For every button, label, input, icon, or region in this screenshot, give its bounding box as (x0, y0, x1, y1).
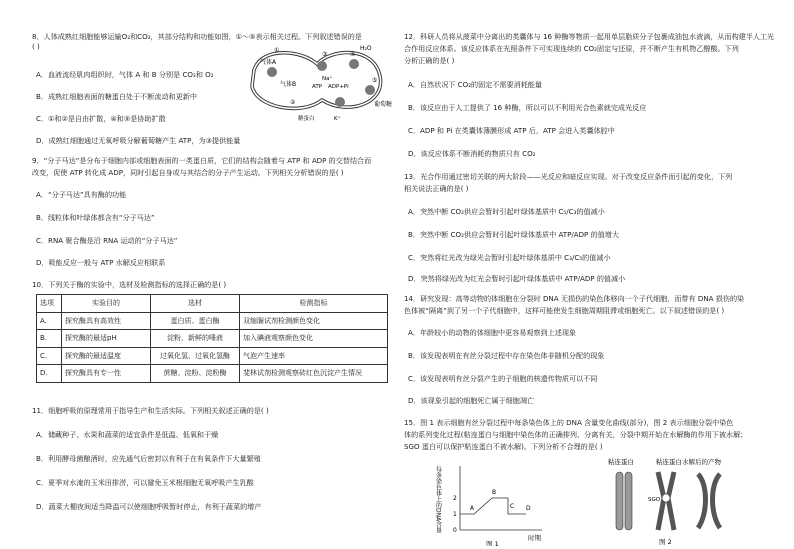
q9-option-c: C．RNA 聚合酶是沿 RNA 运动的“分子马达” (36, 236, 178, 245)
table-row (37, 330, 388, 348)
table-cell: 加入碘液观察颜色变化 (240, 330, 388, 348)
q12-option-c: C．ADP 和 Pi 在类囊体薄膜形成 ATP 后，ATP 会进入类囊体腔中 (408, 126, 615, 135)
q13-option-d: D．突然将绿光改为红光会暂时引起叶绿体基质中 ATP/ADP 的值减小 (408, 274, 626, 283)
fig1-caption: 图 1 (486, 540, 499, 546)
atp-label: ATP (312, 84, 323, 90)
fig2-sgo-label: SGO (648, 497, 661, 503)
q11-option-d: D．蔬菜大棚夜间适当降温可以使细胞呼吸暂时停止，有利于蔬菜的增产 (36, 502, 262, 511)
q12-stem-line2: 合作用反应体系。该反应体系在光照条件下可实现连续的 CO₂固定与还原，并不断产生有机物乙醇酸。下列 (404, 44, 739, 53)
table-header: 选材 (151, 295, 240, 313)
channel-1 (267, 67, 277, 77)
q8-option-d: D．成熟红细胞通过无氧呼吸分解葡萄糖产生 ATP，为③提供能量 (36, 136, 241, 145)
figure-1 (430, 458, 560, 546)
table-cell: 探究酶具有高效性 (62, 312, 151, 330)
q13-option-c: C．突然将红光改为绿光会暂时引起叶绿体基质中 C₃/C₅的值减小 (408, 253, 611, 262)
channel-3 (349, 59, 359, 69)
q12-option-b: B．该反应由于人工提供了 16 种酶，所以可以不利用光合色素就完成光反应 (408, 103, 647, 112)
fig1-point-b: B (492, 489, 497, 496)
glucose-label: 葡萄糖 (374, 101, 392, 108)
table-cell: 探究酶具有专一性 (62, 365, 151, 383)
na-label: Na⁺ (322, 76, 333, 82)
channel-4 (335, 97, 345, 107)
q14-option-a: A．年龄较小的动物的体细胞中更容易观察到上述现象 (408, 328, 577, 337)
q9-option-a: A．“分子马达”具有酶的功能 (36, 190, 127, 199)
fig2-chromatid (698, 474, 706, 528)
q13-stem-line2: 相关说法正确的是( ) (404, 184, 469, 193)
k-label: K⁺ (334, 116, 341, 122)
gas-b-label: 气体B (280, 81, 297, 88)
q11-option-b: B．利用酵母菌酿酒时，应先通气后密封以有利于在有氧条件下大量繁殖 (36, 454, 261, 463)
q10-table (36, 294, 388, 383)
table-header: 检测指标 (240, 295, 388, 313)
q8-stem-line2: ( ) (32, 42, 40, 51)
q14-option-b: B．该发现表明在有丝分裂过程中存在染色体非随机分配的现象 (408, 351, 605, 360)
q15-stem-line1: 15．图 1 表示细胞有丝分裂过程中每条染色体上的 DNA 含量变化曲线(部分)，图 2 表示细胞分裂中染色 (404, 418, 734, 427)
q8-option-b: B．成熟红细胞表面的糖蛋白处于不断流动和更新中 (36, 92, 197, 101)
fig2-chromatid (625, 472, 632, 530)
rbc-figure (242, 36, 392, 124)
table-cell: 探究酶的最适温度 (62, 347, 151, 365)
glycoprotein-label: 糖蛋白 (298, 116, 315, 122)
q15-stem-line3: SGO 蛋白可以保护粘连蛋白不被水解)。下列分析不合理的是( ) (404, 442, 603, 451)
q9-stem-line2: 改变，促使 ATP 转化成 ADP，同时引起自身或与其结合的分子产生运动。下列相关分析错误的是( ) (32, 168, 344, 177)
table-row (37, 347, 388, 365)
q15-stem-line2: 体的系列变化过程(粘连蛋白与细胞中染色体的正确排列、分离有关，分裂中期开始在水解酶的作用下被水解； (404, 430, 748, 439)
fig1-point-c: C (510, 503, 515, 510)
table-cell: 斐林试剂检测观察砖红色沉淀产生情况 (240, 365, 388, 383)
q14-option-c: C．该发现表明有丝分裂产生的子细胞的核遗传物质可以不同 (408, 374, 598, 383)
fig2-caption: 图 2 (659, 538, 672, 546)
q11-option-a: A．储藏种子、水果和蔬菜的适宜条件是低温、低氧和干燥 (36, 430, 219, 439)
table-cell: B. (37, 330, 62, 348)
q14-stem-line1: 14．研究发现：高等动物的体细胞在分裂时 DNA 无损伤的染色体移向一个子代细胞，而带有 DNA 损伤的染 (404, 294, 745, 303)
q13-option-a: A．突然中断 CO₂供应会暂时引起叶绿体基质中 C₅/C₃的值减小 (408, 207, 605, 216)
table-header: 选项 (37, 295, 62, 313)
q8-stem-line1: 8．人体成熟红细胞能够运输O₂和CO₂，其部分结构和功能如图，①～⑤表示相关过程。下列叙述错误的是 (32, 32, 362, 41)
fig1-tick-0: 0 (453, 527, 457, 534)
q10-stem: 10．下列关于酶的实验中，选材及检测指标的选择正确的是( ) (32, 280, 227, 289)
table-cell: 过氧化氢、过氧化氢酶 (151, 347, 240, 365)
q13-stem-line1: 13．光合作用通过密切关联的两大阶段——光反应和暗反应实现。对于改变反应条件而引起的变化，下列 (404, 172, 733, 181)
table-row (37, 365, 388, 383)
figure-2 (604, 454, 754, 546)
fig1-point-d: D (526, 505, 531, 512)
table-cell: 蔗糖、淀粉、淀粉酶 (151, 365, 240, 383)
q9-option-d: D．吸能反应一般与 ATP 水解反应相联系 (36, 258, 166, 267)
fig2-cohesin-label: 粘连蛋白 (608, 458, 634, 466)
table-cell: 蛋白质、蛋白酶 (151, 312, 240, 330)
fig2-sgo-marker (662, 494, 670, 502)
fig1-x-axis-label: 时期 (528, 534, 541, 542)
h2o-label: H₂O (360, 45, 372, 52)
fig2-hydrolysis-label: 粘连蛋白水解后的产物 (656, 458, 721, 466)
q9-stem-line1: 9．“分子马达”是分布于细胞内部或细胞表面的一类蛋白质，它们的结构会随着与 ATP 和 ADP 的交替结合而 (32, 156, 372, 165)
q9-option-b: B．线粒体和叶绿体都含有“分子马达” (36, 213, 155, 222)
channel-2 (317, 61, 327, 71)
q14-stem-line2: 色体被“隔离”到了另一个子代细胞中，这样可能使发生细胞周期阻滞或细胞死亡。以下叙述错误的是( ) (404, 306, 725, 315)
fig1-y-axis-label: 每条染色体上的DNA含量 (434, 466, 442, 534)
q13-option-b: B．突然中断 CO₂供应会暂时引起叶绿体基质中 ATP/ADP 的值增大 (408, 230, 619, 239)
table-row (37, 312, 388, 330)
q12-option-d: D．该反应体系不断消耗的物质只有 CO₂ (408, 149, 536, 158)
adp-label: ADP+Pi (328, 84, 349, 90)
fig1-point-a: A (470, 505, 475, 512)
table-cell: 气泡产生速率 (240, 347, 388, 365)
circle-num-4: ④ (350, 51, 356, 58)
q12-stem-line1: 12．科研人员将从菠菜中分离出的类囊体与 16 种酶等物质一起用单层脂质分子包裹成油包水液滴，从而构建半人工光 (404, 32, 775, 41)
fig2-chromatid (713, 474, 721, 528)
q12-stem-line3: 分析正确的是( ) (404, 56, 455, 65)
table-header: 实验目的 (62, 295, 151, 313)
circle-num-1: ① (274, 47, 280, 54)
q14-option-d: D．该现象引起的细胞死亡属于细胞凋亡 (408, 396, 535, 405)
table-cell: 淀粉、新鲜的唾液 (151, 330, 240, 348)
channel-5 (365, 85, 375, 95)
gas-a-label: 气体A (260, 59, 277, 66)
q11-option-c: C．夏季对水淹的玉米田排涝，可以避免玉米根细胞无氧呼吸产生乳酸 (36, 478, 254, 487)
q8-option-a: A．血液流经肌肉组织时，气体 A 和 B 分别是 CO₂和 O₂ (36, 70, 214, 79)
fig1-tick-2: 2 (453, 495, 457, 502)
table-cell: 探究酶的最适pH (62, 330, 151, 348)
table-header-row (37, 295, 388, 313)
circle-num-5: ⑤ (372, 77, 378, 84)
fig1-tick-1: 1 (453, 511, 457, 518)
table-cell: D. (37, 365, 62, 383)
table-cell: 双缩脲试剂检测颜色变化 (240, 312, 388, 330)
circle-num-3: ③ (322, 51, 328, 58)
fig2-chromatid (616, 472, 623, 530)
q8-option-c: C．①和②是自由扩散，④和⑤是协助扩散 (36, 114, 166, 123)
circle-num-2: ② (290, 99, 296, 106)
table-cell: C. (37, 347, 62, 365)
table-cell: A. (37, 312, 62, 330)
q12-option-a: A．自然状况下 CO₂的固定不需要消耗能量 (408, 80, 542, 89)
q11-stem: 11．细胞呼吸的原理常用于指导生产和生活实际。下列相关叙述正确的是( ) (32, 406, 269, 415)
